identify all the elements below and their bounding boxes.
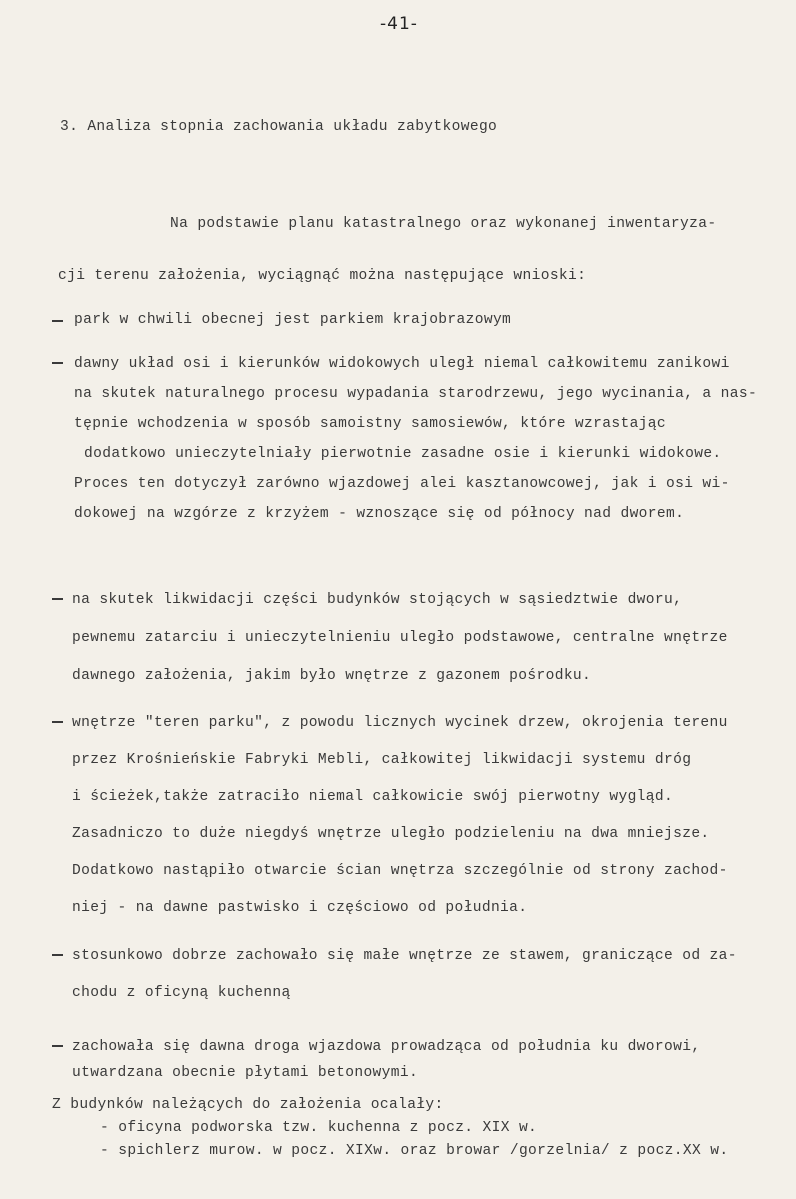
bullet-line: dawnego założenia, jakim było wnętrze z gazonem pośrodku.: [72, 668, 592, 684]
intro-line: cji terenu założenia, wyciągnąć można następujące wnioski:: [58, 268, 587, 284]
bullet-line: przez Krośnieńskie Fabryki Mebli, całkowitej likwidacji systemu dróg: [72, 752, 692, 768]
bullet-text: [72, 1032, 762, 1088]
bullet-line: wnętrze "teren parku", z powodu licznych wycinek drzew, okrojenia terenu: [72, 715, 728, 731]
section-heading: 3. Analiza stopnia zachowania układu zabytkowego: [60, 119, 498, 135]
bullet-line: na skutek likwidacji części budynków stojących w sąsiedztwie dworu,: [72, 592, 683, 608]
bullet-line: dodatkowo unieczytelniały pierwotnie zasadne osie i kierunki widokowe.: [84, 446, 722, 462]
bullet-line: Zasadniczo to duże niegdyś wnętrze uległo podzieleniu na dwa mniejsze.: [72, 826, 710, 842]
bullet-line: niej - na dawne pastwisko i częściowo od południa.: [72, 900, 528, 916]
dash-marker: [50, 307, 66, 333]
bullet-line: i ścieżek,także zatraciło niemal całkowicie swój pierwotny wygląd.: [72, 789, 674, 805]
page-number: -41-: [380, 14, 418, 34]
bullet-text: [74, 349, 764, 529]
bullet-line: Dodatkowo nastąpiło otwarcie ścian wnętrza szczególnie od strony zachod-: [72, 863, 728, 879]
bullet-line: dokowej na wzgórze z krzyżem - wznoszące się od północy nad dworem.: [74, 506, 685, 522]
dash-marker: [50, 941, 66, 967]
bullet-line: chodu z oficyną kuchenną: [72, 985, 291, 1001]
bullet-line: zachowała się dawna droga wjazdowa prowadząca od południa ku dworowi,: [72, 1039, 701, 1055]
dash-marker: [50, 708, 66, 734]
dash-marker: [50, 1032, 66, 1058]
bullet-line: Proces ten dotyczył zarówno wjazdowej alei kasztanowcowej, jak i osi wi-: [74, 476, 730, 492]
buildings-intro: Z budynków należących do założenia ocalały:: [52, 1097, 444, 1113]
intro-line: Na podstawie planu katastralnego oraz wykonanej inwentaryza-: [170, 216, 717, 232]
bullet-text: [74, 307, 764, 333]
bullet-line: na skutek naturalnego procesu wypadania starodrzewu, jego wycinania, a nas-: [74, 386, 758, 402]
building-item: - spichlerz murow. w pocz. XIXw. oraz browar /gorzelnia/ z pocz.XX w.: [100, 1143, 729, 1159]
surviving-buildings: [52, 1094, 762, 1163]
bullet-line: tępnie wchodzenia w sposób samoistny samosiewów, które wzrastając: [74, 416, 666, 432]
bullet-line: pewnemu zatarciu i unieczytelnieniu uległo podstawowe, centralne wnętrze: [72, 630, 728, 646]
bullet-text: [72, 585, 762, 691]
bullet-text: [72, 941, 762, 1008]
intro-paragraph: [58, 211, 748, 289]
dash-marker: [50, 349, 66, 375]
dash-marker: [50, 585, 66, 611]
bullet-line: dawny układ osi i kierunków widokowych uległ niemal całkowitemu zanikowi: [74, 356, 730, 372]
bullet-text: [72, 708, 762, 923]
bullet-line: utwardzana obecnie płytami betonowymi.: [72, 1065, 419, 1081]
bullet-line: park w chwili obecnej jest parkiem krajobrazowym: [74, 312, 512, 328]
building-item: - oficyna podworska tzw. kuchenna z pocz. XIX w.: [100, 1120, 538, 1136]
bullet-line: stosunkowo dobrze zachowało się małe wnętrze ze stawem, graniczące od za-: [72, 948, 737, 964]
